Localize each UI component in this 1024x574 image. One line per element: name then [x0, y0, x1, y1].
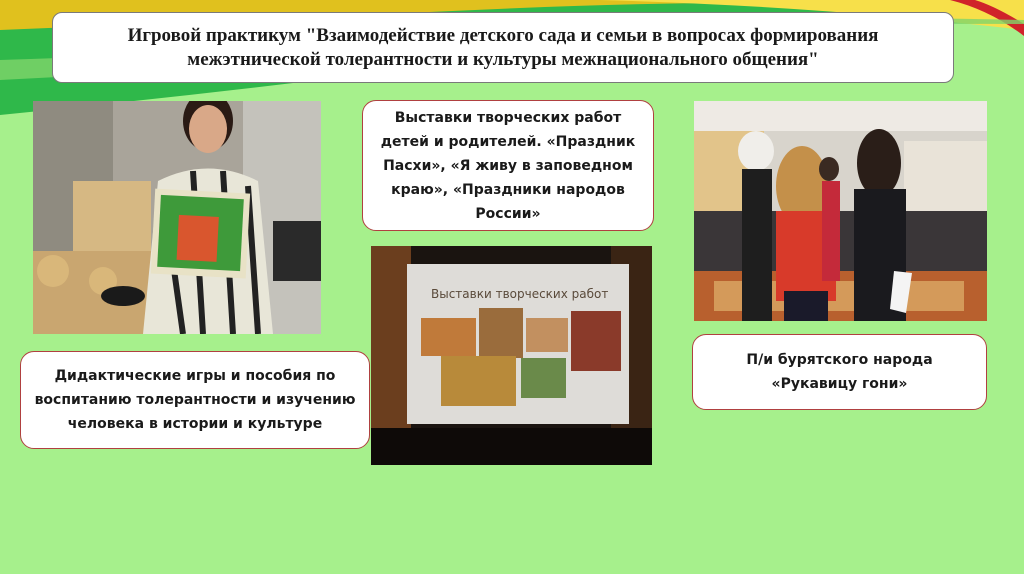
photo-hall-game: [694, 101, 987, 321]
photo-projector-screen: [371, 246, 652, 465]
slide-title: Игровой практикум "Взаимодействие детского сада и семьи в вопросах формирования межэтнической толерантности и культуры межнационального общения": [52, 12, 954, 83]
caption-exhibits: Выставки творческих работ детей и родителей. «Праздник Пасхи», «Я живу в заповедном краю», «Праздники народов России»: [362, 100, 654, 231]
caption-buryat-game: П/и бурятского народа «Рукавицу гони»: [692, 334, 987, 410]
caption-didactic-games: Дидактические игры и пособия по воспитанию толерантности и изучению человека в истории и культуре: [20, 351, 370, 449]
projected-slide-title: Выставки творческих работ: [431, 287, 609, 301]
photo-teacher-with-book: [33, 101, 321, 334]
